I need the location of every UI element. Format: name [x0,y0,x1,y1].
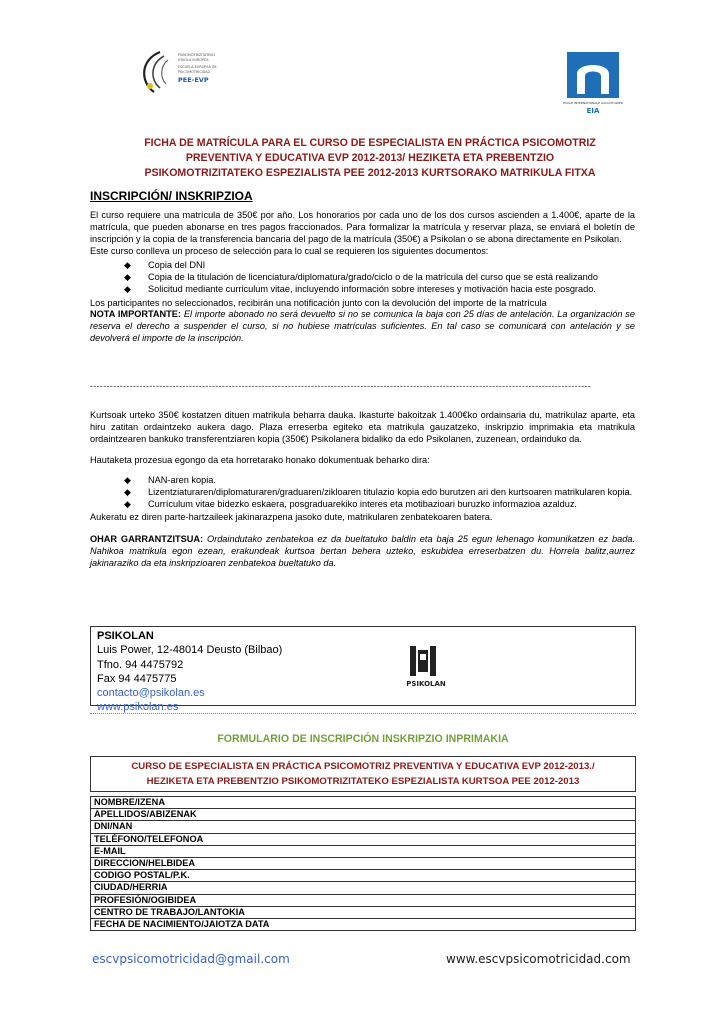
title-line-3: PSIKOMOTRIZITATEKO ESPEZIALISTA PEE 2012-2013 KURTSORAKO MATRIKULA FITXA [144,166,596,179]
field-name[interactable]: NOMBRE/IZENA [91,797,636,809]
section-heading: INSCRIPCIÓN/ INSKRIPZIOA [90,189,253,203]
basque-section [90,410,635,569]
spanish-section [90,189,635,345]
logo-eia: EIA [586,107,600,115]
list-item: ◆ Solicitud mediante curriculum vitae, incluyendo información sobre intereses y motivación hacia este posgrado. [124,283,596,294]
table-row[interactable] [91,870,636,882]
es-document-list [90,260,635,295]
registration-form-table [90,796,636,931]
org-fax: Fax 94 4475775 [97,672,177,685]
field-birthdate[interactable]: FECHA DE NACIMIENTO/JAIOTZA DATA [91,918,636,930]
field-postal-code[interactable]: CODIGO POSTAL/P.K. [91,870,636,882]
org-phone: Tfno. 94 4475792 [97,658,184,671]
field-address[interactable]: DIRECCION/HELBIDEA [91,857,636,869]
table-row[interactable] [91,797,636,809]
table-row[interactable] [91,833,636,845]
list-item: ◆ Copia de la titulación de licenciatura/diplomatura/grado/ciclo o de la matrícula del curso que se está realizando [124,272,598,283]
psikolan-logo-text: PSIKOLAN [406,680,446,688]
list-item: ◆ Currículum vitae bidezko eskaera, posgraduarekiko interes eta motibazioari buruzko informazioa azalduz. [124,498,577,509]
logo-brand: PEE-EVP [178,76,209,84]
eu-paragraph-1: Kurtsoak urteko 350€ kostatzen dituen matrikula beharra dauka. Ikasturte bakoitzak 1.400€ko ordainsaria du, matrikulaz aparte, eta hiru zatitan ordaintzeko aukera dago. Plaza erreserba egiteko eta matrikula gauzatzeko, inskripzio imprimakia eta matrikula ordaintzearen bankuko transferentziaren kopia (350€) Psikolanera bidaliko da edo Psikolanen, zuzenean, ordainduko da. [90,410,635,444]
list-item: ◆ NAN-aren kopia. [124,475,216,486]
es-note [90,309,635,344]
contact-box [90,626,636,714]
field-surname[interactable]: APELLIDOS/ABIZENAK [91,809,636,821]
logo-line-1: PSIKOMOTRIZITATEKO [178,53,216,57]
pee-evp-logo [138,48,288,98]
table-row[interactable] [91,845,636,857]
title-line-2: PREVENTIVA Y EDUCATIVA EVP 2012-2013/ HEZIKETA ETA PREBENTZIO [185,151,555,164]
eu-note [90,534,635,569]
table-row[interactable] [91,918,636,930]
logo-line-4: PSICOMOTRICIDAD [178,70,211,74]
psikolan-logo [400,640,452,692]
logo-line-3: ESCUELA EUROPEA DE [178,65,217,69]
org-email-link[interactable]: contacto@psikolan.es [97,687,205,700]
org-address: Luis Power, 12-48014 Deusto (Bilbao) [97,644,283,657]
org-name: PSIKOLAN [97,630,154,642]
es-note-label: NOTA IMPORTANTE: [90,309,181,320]
document-title [100,136,640,180]
course-box [90,756,636,792]
field-city[interactable]: CIUDAD/HERRIA [91,882,636,894]
es-paragraph-2: Este curso conlleva un proceso de selección para lo cual se requieren los siguientes documentos: [90,245,489,256]
table-row[interactable] [91,809,636,821]
eu-paragraph-2: Hautaketa prozesua egongo da eta horretarako honako dokumentuak beharko dira: [90,455,430,466]
table-row[interactable] [91,857,636,869]
logo-school-name: ÉCOLE INTERNATIONALE AUCOUTURIER [563,101,623,105]
org-web-link[interactable]: www.psikolan.es [97,701,179,714]
es-paragraph-1: El curso requiere una matrícula de 350€ por año. Los honorarios por cada uno de los dos cursos ascienden a 1.400€, aparte de la matrícula, que pueden abonarse en tres pagos fraccionados. Para formalizar la matrícula y reservar plaza, se enviará el boletín de inscripción y la copia de la transferencia bancaria del pago de la matrícula (350€) a Psikolan o se abona directamente en Psikolan. [90,210,635,244]
eu-note-label: OHAR GARRANTZITSUA: [90,534,204,545]
field-profession[interactable]: PROFESIÓN/OGIBIDEA [91,894,636,906]
eu-paragraph-3: Aukeratu ez diren parte-hartzaileek jakinarazpena jasoko dute, matrikularen zenbatekoaren batera. [90,512,493,523]
es-note-text: El importe abonado no será devuelto si no se comunica la baja con 25 días de antelación. La organización se reserva el derecho a suspender el curso, si no hubiese matrículas suficientes. En tal caso se comunicará con antelación y se devolverá el importe de la inscripción. [90,309,635,344]
divider [90,713,636,714]
table-row[interactable] [91,906,636,918]
eu-note-text: Ordaindutako zenbatekoa ez da bueltatuko baldin eta baja 25 egun lehenago komunikatzen ez bada. Nahikoa matrikula egon ezean, erakundeak kurtsoa bertan behera uzteko, eskubidea erreserbatzen du. Horrela balitz,aurrez jakinaraziko da eta inskripzioaren zenbatekoa bueltatuko da. [90,534,635,568]
course-line-2: HEZIKETA ETA PREBENTZIO PSIKOMOTRIZITATEKO ESPEZIALISTA KURTSOA PEE 2012-2013 [146,776,580,788]
table-row[interactable] [91,882,636,894]
field-dni[interactable]: DNI/NAN [91,821,636,833]
logo-line-2: ESKOLA EUROPEA [178,58,209,62]
field-workplace[interactable]: CENTRO DE TRABAJO/LANTOKIA [91,906,636,918]
title-line-1: FICHA DE MATRÍCULA PARA EL CURSO DE ESPECIALISTA EN PRÁCTICA PSICOMOTRIZ [144,137,596,149]
eu-document-list [90,475,635,510]
form-title: FORMULARIO DE INSCRIPCIÓN INSKRIPZIO INPRIMAKIA [217,733,509,745]
footer-email-link[interactable]: escvpsicomotricidad@gmail.com [92,952,290,966]
table-row[interactable] [91,821,636,833]
list-item: ◆ Lizentziaturaren/diplomaturaren/graduaren/zikloaren titulazio kopia edo burutzen ari den kurtsoaren matrikularen kopia. [124,486,633,497]
table-row[interactable] [91,894,636,906]
eia-logo [563,52,623,116]
course-line-1: CURSO DE ESPECIALISTA EN PRÁCTICA PSICOMOTRIZ PREVENTIVA Y EDUCATIVA EVP 2012-2013./ [131,761,595,772]
separator-line: -------------------------------------------------------------------------------------------------------------------------------------------------------- [90,381,592,391]
list-item: ◆ Copia del DNI [124,260,206,271]
field-phone[interactable]: TELÉFONO/TELEFONOA [91,833,636,845]
es-paragraph-3: Los participantes no seleccionados, recibirán una notificación junto con la devolución del importe de la matrícula [90,297,547,308]
footer-web-link[interactable]: www.escvpsicomotricidad.com [446,952,631,966]
field-email[interactable]: E-MAIL [91,845,636,857]
